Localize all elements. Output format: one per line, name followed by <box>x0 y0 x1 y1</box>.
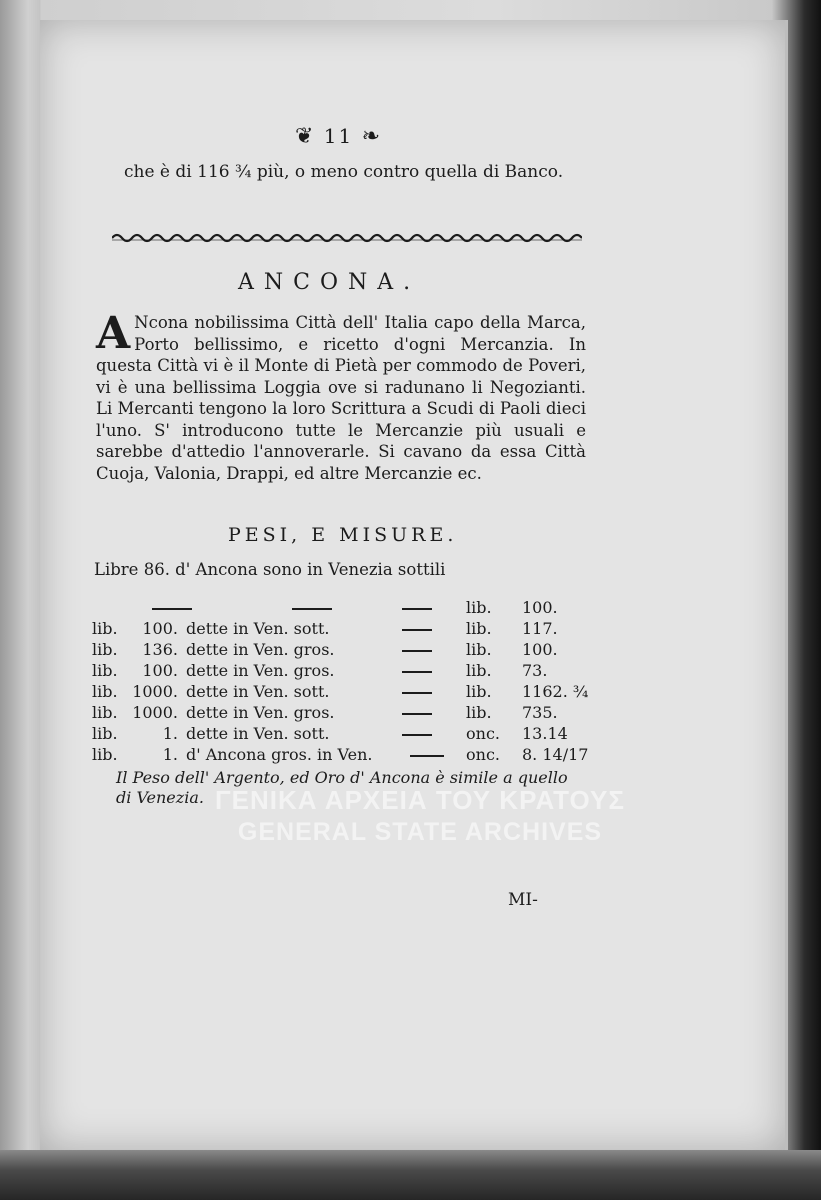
row-quantity: 1000. <box>132 703 178 722</box>
result-value: 1162. ¾ <box>522 682 589 701</box>
table-dash <box>402 608 432 610</box>
table-dash <box>402 713 432 715</box>
document-page <box>40 20 788 1150</box>
result-value: 100. <box>522 640 558 659</box>
table-dash <box>292 608 332 610</box>
row-description: d' Ancona gros. in Ven. <box>186 745 373 764</box>
page-number: 11 <box>323 124 354 148</box>
result-unit: lib. <box>466 619 492 638</box>
paragraph-text: Ncona nobilissima Città dell' Italia capo della Marca, Porto bellissimo, e ricetto d'ogni Mercanzia. In questa Città vi è il Monte di Pietà per commodo de Poveri, vi è una bellissima Loggia ove si radunano li Negozianti. Li Mercanti tengono la loro Scrittura a Scudi di Paoli dieci l'uno. S' introducono tutte le Mercanzie più usuali e sarebbe d'attedio l'annoverarle. Si cavano da essa Città Cuoja, Valonia, Drappi, ed altre Mercanzie ec. <box>96 313 586 483</box>
continued-text: che è di 116 ¾ più, o meno contro quella di Banco. <box>124 162 564 182</box>
row-description: dette in Ven. gros. <box>186 640 335 659</box>
result-unit: onc. <box>466 745 500 764</box>
weights-table <box>92 598 592 766</box>
result-unit: lib. <box>466 682 492 701</box>
result-value: 73. <box>522 661 548 680</box>
row-unit: lib. <box>92 661 118 680</box>
table-dash <box>410 755 444 757</box>
row-unit: lib. <box>92 724 118 743</box>
row-quantity: 136. <box>142 640 178 659</box>
watermark-greek: ΓΕΝΙΚΑ ΑΡΧΕΙΑ ΤΟΥ ΚΡΑΤΟΥΣ <box>215 785 625 815</box>
row-unit: lib. <box>92 745 118 764</box>
table-row <box>92 745 592 766</box>
result-value: 8. 14/17 <box>522 745 589 764</box>
row-unit: lib. <box>92 640 118 659</box>
row-unit: lib. <box>92 682 118 701</box>
result-value: 735. <box>522 703 558 722</box>
table-row <box>92 661 592 682</box>
page-header <box>295 124 382 149</box>
row-description: dette in Ven. sott. <box>186 619 330 638</box>
table-dash <box>152 608 192 610</box>
row-description: dette in Ven. gros. <box>186 703 335 722</box>
weights-subtitle: PESI, E MISURE. <box>228 524 458 546</box>
ornament-left-icon: ❦ <box>295 124 316 149</box>
drop-cap: A <box>96 308 131 359</box>
row-quantity: 100. <box>142 619 178 638</box>
row-description: dette in Ven. sott. <box>186 724 330 743</box>
ornament-right-icon: ❧ <box>361 124 383 149</box>
row-unit: lib. <box>92 619 118 638</box>
row-unit: lib. <box>92 703 118 722</box>
result-unit: lib. <box>466 598 492 617</box>
row-description: dette in Ven. sott. <box>186 682 330 701</box>
archive-watermark <box>150 784 690 848</box>
table-row <box>92 682 592 703</box>
result-unit: onc. <box>466 724 500 743</box>
row-quantity: 100. <box>142 661 178 680</box>
result-unit: lib. <box>466 661 492 680</box>
result-value: 100. <box>522 598 558 617</box>
table-dash <box>402 671 432 673</box>
book-binding-edge <box>0 1150 821 1200</box>
row-description: dette in Ven. gros. <box>186 661 335 680</box>
weights-intro: Libre 86. d' Ancona sono in Venezia sottili <box>94 560 446 579</box>
left-page-edge <box>0 0 40 1160</box>
table-row <box>92 724 592 745</box>
section-title: ANCONA. <box>238 270 421 295</box>
footnote: Il Peso dell' Argento, ed Oro d' Ancona è simile a quello di Venezia. <box>116 768 568 807</box>
row-quantity: 1. <box>162 745 178 764</box>
table-dash <box>402 692 432 694</box>
table-dash <box>402 629 432 631</box>
section-paragraph <box>96 308 586 484</box>
table-dash <box>402 650 432 652</box>
result-unit: lib. <box>466 640 492 659</box>
result-unit: lib. <box>466 703 492 722</box>
table-dash <box>402 734 432 736</box>
row-quantity: 1. <box>162 724 178 743</box>
table-row <box>92 598 592 619</box>
table-row <box>92 703 592 724</box>
ornamental-divider <box>112 230 582 246</box>
catchword: MI- <box>508 890 538 910</box>
table-row <box>92 640 592 661</box>
watermark-english: GENERAL STATE ARCHIVES <box>237 818 603 846</box>
result-value: 117. <box>522 619 558 638</box>
result-value: 13.14 <box>522 724 568 743</box>
row-quantity: 1000. <box>132 682 178 701</box>
table-row <box>92 619 592 640</box>
